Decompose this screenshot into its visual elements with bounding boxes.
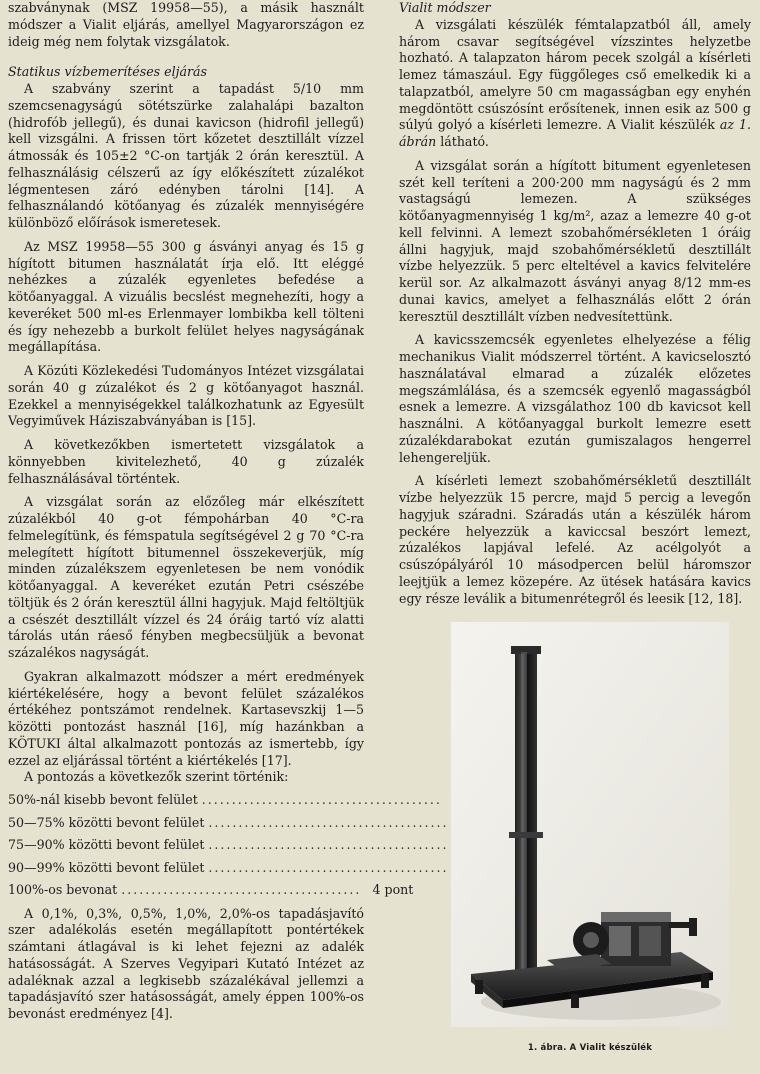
vialit-apparatus-illustration [451, 622, 729, 1027]
closing-paragraph: A 0,1%, 0,3%, 0,5%, 1,0%, 2,0%-os tapadásjavító szer adalékolás esetén megállapított pontértékek számtani átlagával is ki lehet fejezni az adalék hatásosságát. A Szerves Vegyipari Kutató Intézet az adaléknak azzal a legkisebb százalékával jellemzi a tapadásjavító szer hatásosságát, amely éppen 100%-os bevonást eredményez [4]. [8, 905, 364, 1021]
leader-dots: ........................................ [208, 859, 449, 875]
right-column [399, 0, 751, 607]
paragraph: A kavicsszemcsék egyenletes elhelyezése a félig mechanikus Vialit módszerrel történt. A kavicselosztó használatával elmarad a zúzalék előzetes megszámlálása, és a szemcsék egyenlő magasságból esnek a lemezre. A vizsgálathoz 100 db kavicsot kell használni. A kötőanyaggal burkolt lemezre esett zúzalékdarabokat ezután gumiszalagos hengerrel lehengereljük. [399, 332, 751, 465]
paragraph: A Közúti Közlekedési Tudományos Intézet vizsgálatai során 40 g zúzalékot és 2 g kötőanyagot használ. Ezekkel a mennyiségekkel találkozhatunk az Egyesült Vegyiművek Háziszabványában is [15]. [8, 363, 364, 429]
scoring-label: 75—90% közötti bevont felület [8, 837, 205, 852]
paragraph: A vizsgálat során az előzőleg már elkészített zúzalékból 40 g-ot fémpohárban 40 °C-ra felmelegítünk, és fémspatula segítségével 2 g 70 °C-ra melegített hígított bitumennel összekeverjük, míg minden zúzalékszem egyenletesen be nem vonódik kötőanyaggal. A keveréket ezután Petri csészébe töltjük és 2 órán keresztül állni hagyjuk. Majd feltöltjük a csészét desztillált vízzel és 24 óráig tartó víz alatti tárolás után ráeső fényben megbecsüljük a bevonat százalékos nagyságát. [8, 494, 364, 660]
figure-reference: az 1. ábrán [399, 117, 751, 149]
scoring-label: 100%-os bevonat [8, 882, 118, 897]
figure-caption: 1. ábra. A Vialit készülék [527, 1043, 653, 1053]
paragraph: A kísérleti lemezt szobahőmérsékletű desztillált vízbe helyezzük 15 percre, majd 5 percig a levegőn hagyjuk száradni. Száradás után a készülék három peckére helyezzük a kaviccsal beszórt lemezt, zúzalékos lapjával lefelé. Az acélgolyót a csúszópályáról 10 másodpercen belül háromszor leejtjük a lemez közepére. Az ütések hatására kavics egy része leválik a bitumenrétegről és leesik [12, 18]. [399, 473, 751, 606]
vialit-apparatus-photo [451, 622, 729, 1027]
paragraph: Gyakran alkalmazott módszer a mért eredmények kiértékelésére, hogy a bevont felület százalékos értékéhez pontszámot rendelnek. Kartasevszkij 1—5 közötti pontozást használ [16], míg hazánkban a KÖTUKI által alkalmazott pontozás az ismertebb, így ezzel az eljárással történt a kiértékelés [17]. [8, 668, 364, 768]
scoring-points: 4 pont [372, 882, 414, 897]
intro-paragraph: szabványnak (MSZ 19958—55), a másik használt módszer a Vialit eljárás, amellyel Magyarországon ez ideig még nem folytak vizsgálatok. [8, 0, 364, 49]
leader-dots: ........................................ [208, 837, 449, 852]
paragraph: A következőkben ismertetett vizsgálatok a könnyebben kivitelezhető, 40 g zúzalék felhasználásával történtek. [8, 437, 364, 486]
scoring-row [8, 789, 442, 812]
scoring-row [8, 812, 449, 835]
paragraph: Az MSZ 19958—55 300 g ásványi anyag és 15 g hígított bitumen használatát írja elő. Itt eléggé nehézkes a zúzalék egyenletes befedése a kötőanyaggal. A vizuális becslést megnehezíti, hogy a keveréket 500 ml-es Erlenmayer lombikba kell tölteni és így nehezebb a burkolt felület helyes nagyságának megállapítása. [8, 238, 364, 355]
scoring-label: 50%-nál kisebb bevont felület [8, 792, 198, 807]
scoring-label: 50—75% közötti bevont felület [8, 814, 205, 830]
leader-dots: ........................................ [201, 792, 442, 807]
paragraph-text: A vizsgálati készülék fémtalapzatból áll, amely három csavar segítségével vízszintes helyzetbe hozható. A talapzaton három pecek szolgál a kísérleti lemez támaszául. Egy függőleges cső emelkedik ki a talapzatból, amelyre 50 cm magasságban egy enyhén megdöntött csúszósínt erősítenek, innen esik az 500 g súlyú golyó a kísérleti lemezre. A Vialit készülék [399, 16, 751, 133]
scoring-intro: A pontozás a következők szerint történik: [24, 769, 289, 785]
scoring-label: 90—99% közötti bevont felület [8, 859, 205, 875]
paragraph [399, 17, 751, 151]
paragraph: A vizsgálat során a hígított bitument egyenletesen szét kell teríteni a 200·200 mm nagyságú és 2 mm vastagságú lemezen. A szükséges kötőanyagmennyiség 1 kg/m², azaz a lemezre 40 g-ot kell felvinni. A lemezt szobahőmérsékleten 1 óráig állni hagyjuk, majd szobahőmérsékletű desztillált vízbe helyezzük. 5 perc elteltével a kavics felvitelére kerül sor. Az alkalmazott ásványi anyag 8/12 mm-es dunai kavics, amelyet a felhasználás előtt 2 órán keresztül desztillált vízben nedvesítettünk. [399, 157, 751, 324]
leader-dots: ........................................ [121, 882, 362, 897]
paragraph-text: látható. [436, 134, 489, 149]
section-title-static: Statikus vízbemerítéses eljárás [8, 64, 208, 80]
scoring-row [8, 857, 449, 880]
scoring-list [8, 789, 449, 902]
paragraph: A szabvány szerint a tapadást 5/10 mm szemcsenagyságú sötétszürke zalahalápi bazalton (hidrofób jellegű), és dunai kavicson (hidrofil jellegű) kell vizsgálni. A frissen tört kőzetet desztillált vízzel átmossák és 105±2 °C-on tartják 2 órán keresztül. A felhasználásig célszerű az így előkészített zúzalékot légmentesen záró edényben tárolni [14]. A felhasználandó kötőanyag és zúzalék mennyiségére különböző előírások ismeretesek. [8, 81, 364, 230]
scoring-row [8, 879, 414, 902]
section-title-vialit: Vialit módszer [399, 0, 491, 15]
leader-dots: ........................................ [208, 814, 449, 830]
scoring-row [8, 834, 449, 857]
